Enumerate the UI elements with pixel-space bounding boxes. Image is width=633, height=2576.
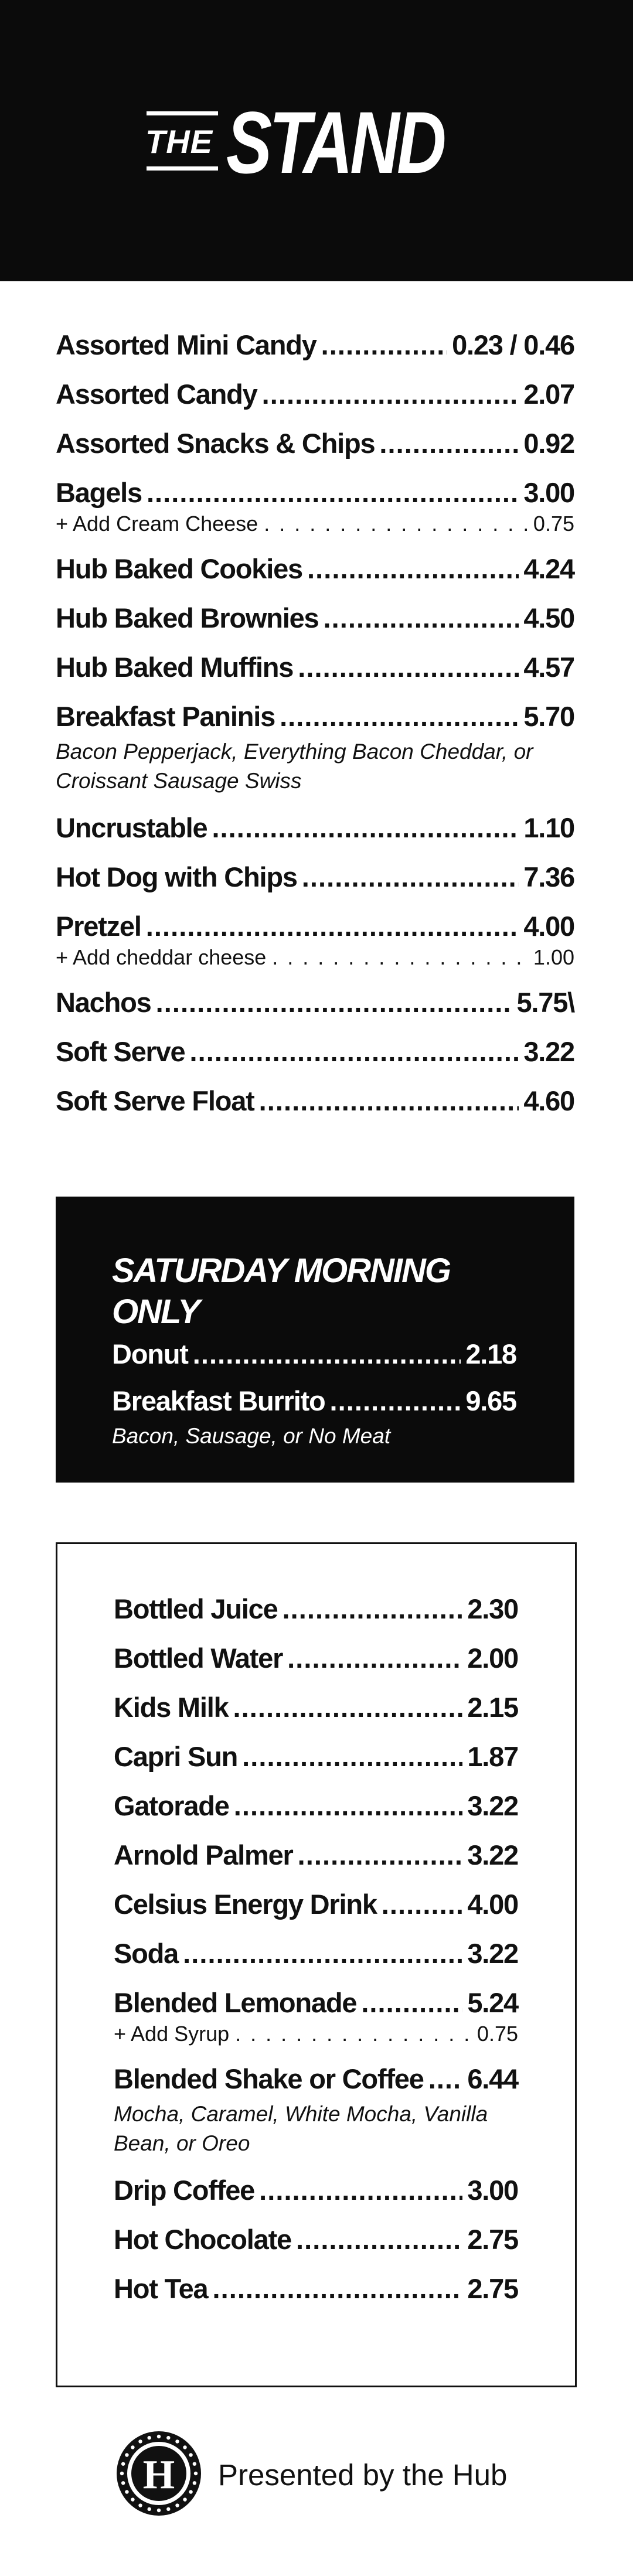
menu-item-price: 9.65 [465,1385,516,1416]
dot-leader [183,1937,462,1971]
logo-notch [157,2435,161,2438]
menu-item [114,1789,518,1823]
logo-rule-bottom [147,166,218,171]
menu-item-name: Gatorade [114,1790,229,1821]
logo-notch [183,2497,186,2501]
menu-item [112,1337,516,1371]
dot-leader [296,2223,462,2257]
menu-item [56,860,574,894]
saturday-menu-list [112,1337,516,1451]
menu-item-name: Hub Baked Brownies [56,602,319,633]
dot-leader [235,2021,471,2047]
addon-label: + Add Cream Cheese [56,512,258,536]
menu-item [56,601,574,635]
logo-notch [138,2503,142,2507]
menu-item-name: Soft Serve Float [56,1085,254,1116]
menu-item-row [114,2223,518,2257]
menu-item-row [114,1691,518,1725]
menu-item [56,427,574,461]
menu-item [56,986,574,1020]
dot-leader [272,945,528,970]
menu-item-row [112,1384,516,1418]
dot-leader [234,1789,463,1823]
menu-item-row [114,2173,518,2207]
menu-item-row [114,2272,518,2306]
dot-leader [382,1887,463,1921]
menu-item [114,2272,518,2306]
dot-leader [189,1035,519,1069]
menu-item-price: 2.07 [523,379,574,410]
menu-item-row [56,476,574,510]
addon-price: 0.75 [533,512,574,536]
menu-item [114,2062,518,2158]
dot-leader [259,2173,462,2207]
logo-notch [194,2472,198,2475]
menu-item-row [114,1887,518,1921]
menu-item-name: Assorted Candy [56,379,257,410]
dot-leader [233,1691,463,1725]
menu-item-name: Hot Dog with Chips [56,861,297,892]
dot-leader [262,377,519,411]
menu-item-name: Hub Baked Muffins [56,652,294,683]
menu-item-price: 5.24 [467,1987,518,2018]
menu-item-row [56,986,574,1020]
dot-leader [212,811,519,845]
logo-notch [166,2507,170,2511]
logo-notch [120,2472,124,2475]
menu-item [56,552,574,586]
menu-item-price: 3.22 [467,1938,518,1969]
item-note: Bacon Pepperjack, Everything Bacon Cheddar, or Croissant Sausage Swiss [56,740,533,793]
menu-item [114,1838,518,1872]
addon-price: 1.00 [533,945,574,969]
menu-item-price: 1.87 [467,1741,518,1772]
menu-item-name: Arnold Palmer [114,1839,293,1870]
dot-leader [324,601,519,635]
menu-item-price: 5.75\ [516,987,574,1018]
menu-item-name: Nachos [56,987,151,1018]
menu-item [114,1691,518,1725]
menu-item [56,1035,574,1069]
hub-logo-icon [115,2430,203,2517]
food-menu-list [56,328,574,1118]
dot-leader [283,1592,463,1626]
menu-item-name: Drip Coffee [114,2175,255,2206]
dot-leader [428,2062,463,2096]
addon-label: + Add cheddar cheese [56,945,267,969]
menu-item-row [56,601,574,635]
menu-item-name: Soft Serve [56,1036,185,1067]
addon-row [114,2021,518,2047]
menu-item-row [114,1641,518,1675]
menu-item-price: 3.22 [467,1790,518,1821]
dot-leader [147,476,519,510]
footer [115,2430,525,2523]
logo-notch [125,2453,128,2456]
logo-notch [147,2507,151,2511]
menu-item-price: 4.00 [467,1889,518,1920]
menu-item-price: 3.22 [467,1839,518,1870]
menu-item-row [114,1986,518,2020]
menu-item-price: 4.57 [523,652,574,683]
menu-item-name: Pretzel [56,911,141,942]
menu-item-name: Hub Baked Cookies [56,553,302,584]
menu-item-price: 0.23 / 0.46 [452,329,574,360]
dot-leader [361,1986,462,2020]
dot-leader [298,650,519,684]
menu-item-row [56,650,574,684]
menu-item-price: 1.10 [523,812,574,843]
menu-item [114,2223,518,2257]
menu-item-row [114,2062,518,2096]
menu-item [114,1887,518,1921]
menu-item-price: 2.18 [465,1338,516,1369]
menu-item-name: Bottled Juice [114,1593,278,1624]
drinks-panel [56,1542,577,2387]
menu-item-row [56,552,574,586]
menu-item-name: Assorted Snacks & Chips [56,428,375,459]
menu-item-price: 3.00 [467,2175,518,2206]
menu-item-row [114,1838,518,1872]
logo-notch [166,2436,170,2439]
logo-notch [138,2439,142,2443]
logo-notch [193,2481,196,2485]
menu-item-price: 2.30 [467,1593,518,1624]
menu-item [56,909,574,970]
menu-item-price: 4.60 [523,1085,574,1116]
menu-item-name: Capri Sun [114,1741,238,1772]
menu-item-name: Hot Chocolate [114,2224,291,2255]
menu-item-price: 2.00 [467,1643,518,1674]
menu-item-name: Soda [114,1938,179,1969]
dot-leader [302,860,519,894]
menu-item-price: 4.24 [523,553,574,584]
logo-notch [121,2462,125,2465]
menu-item-row [56,860,574,894]
menu-item [114,1641,518,1675]
dot-leader [212,2272,462,2306]
dot-leader [242,1740,462,1774]
menu-item-name: Donut [112,1338,188,1369]
menu-item-price: 3.22 [523,1036,574,1067]
dot-leader [298,1838,463,1872]
menu-item-price: 0.92 [523,428,574,459]
dot-leader [264,511,528,537]
dot-leader [259,1084,519,1118]
hub-logo-letter: H [142,2452,175,2497]
logo-notch [147,2436,151,2439]
menu-item-row [112,1337,516,1371]
header-banner [0,0,633,281]
dot-leader [193,1337,461,1371]
menu-item-row [56,377,574,411]
saturday-title: SATURDAY MORNING ONLY [112,1252,450,1331]
logo-notch [183,2445,186,2449]
menu-item-name: Blended Shake or Coffee [114,2063,424,2094]
menu-item [56,476,574,537]
menu-item-name: Breakfast Burrito [112,1385,325,1416]
menu-item [114,2173,518,2207]
dot-leader [307,552,519,586]
saturday-morning-panel [56,1197,574,1483]
menu-item-row [56,328,574,362]
menu-item [56,700,574,796]
menu-item-name: Breakfast Paninis [56,701,275,732]
menu-item [56,328,574,362]
menu-item-name: Uncrustable [56,812,207,843]
item-note: Bacon, Sausage, or No Meat [112,1424,391,1448]
logo-rule-top [147,111,218,115]
menu-item-name: Blended Lemonade [114,1987,357,2018]
dot-leader [330,1384,461,1418]
menu-item-name: Hot Tea [114,2273,208,2304]
menu-item-row [56,427,574,461]
menu-item-price: 3.00 [523,477,574,508]
menu-item-price: 2.75 [467,2224,518,2255]
menu-item [56,650,574,684]
menu-item-price: 6.44 [467,2063,518,2094]
menu-item [56,377,574,411]
dot-leader [280,700,519,734]
addon-label: + Add Syrup [114,2022,230,2046]
item-note: Mocha, Caramel, White Mocha, Vanilla Bean, or Oreo [114,2102,488,2155]
menu-item-row [56,700,574,734]
logo-notch [189,2453,192,2456]
logo-notch [121,2481,125,2485]
logo-the-text: THE [145,123,213,160]
dot-leader [379,427,519,461]
menu-item-price: 2.15 [467,1692,518,1723]
logo-notch [157,2509,161,2512]
menu-item [114,1937,518,1971]
menu-item-name: Kids Milk [114,1692,229,1723]
menu-item [114,1740,518,1774]
drinks-menu-list [114,1592,518,2306]
menu-item [114,1592,518,1626]
menu-item-row [56,909,574,943]
addon-price: 0.75 [477,2022,518,2046]
menu-item [56,811,574,845]
addon-row [56,945,574,970]
menu-item-row [114,1592,518,1626]
logo-stand-text: STAND [226,93,444,192]
menu-item-row [114,1789,518,1823]
presented-by-text: Presented by the Hub [218,2458,508,2492]
logo-notch [175,2439,179,2443]
menu-item-name: Bottled Water [114,1643,283,1674]
menu-item-row [114,1740,518,1774]
menu-item-name: Celsius Energy Drink [114,1889,377,1920]
logo-notch [189,2490,192,2493]
logo-notch [125,2490,128,2493]
addon-row [56,511,574,537]
menu-item [114,1986,518,2047]
menu-item-price: 5.70 [523,701,574,732]
dot-leader [146,909,519,943]
menu-item-row [114,1937,518,1971]
menu-item [56,1084,574,1118]
menu-item-price: 2.75 [467,2273,518,2304]
menu-item-row [56,811,574,845]
dot-leader [287,1641,462,1675]
logo-notch [175,2503,179,2507]
menu-item [112,1384,516,1451]
menu-item-price: 4.50 [523,602,574,633]
dot-leader [321,328,447,362]
dot-leader [156,986,512,1020]
menu-item-row [56,1084,574,1118]
logo-notch [131,2497,134,2501]
menu-item-price: 7.36 [523,861,574,892]
menu-item-name: Assorted Mini Candy [56,329,316,360]
menu-item-price: 4.00 [523,911,574,942]
menu-item-row [56,1035,574,1069]
logo-notch [193,2462,196,2465]
logo-notch [131,2445,134,2449]
menu-item-name: Bagels [56,477,142,508]
